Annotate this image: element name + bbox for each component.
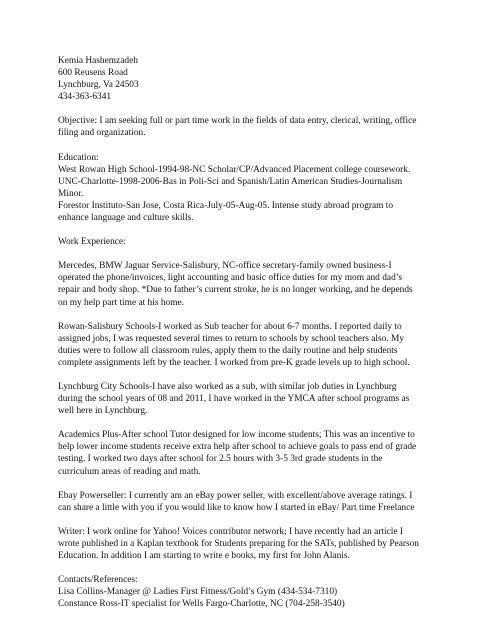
- work-entry-line: can share a little with you if you would like to know how I started in eBay/ Part time Freelance: [58, 502, 415, 513]
- work-entry-rowan-salisbury: [58, 321, 453, 369]
- work-entry-mercedes: [58, 260, 453, 308]
- work-entry-line: Lynchburg City Schools-I have also worked as a sub, with similar job duties in Lynchburg: [58, 381, 397, 392]
- references-section: [58, 574, 453, 610]
- work-entry-writer: [58, 526, 453, 562]
- work-heading-block: [58, 236, 453, 248]
- work-entry-line: duties were to follow all classroom rules, apply them to the daily routine and help students: [58, 345, 398, 356]
- work-entry-line: operated the phone/invoices, light accounting and basic office duties for my mom and dad’s: [58, 273, 403, 284]
- applicant-name: Kemia Hashemzadeh: [58, 56, 138, 66]
- reference-line: Lisa Collins-Manager @ Ladies First Fitness/Gold’s Gym (434-534-7310): [58, 587, 338, 598]
- city-state-zip: Lynchburg, Va 24503: [58, 80, 139, 91]
- work-entry-line: Ebay Powerseller: I currently am an eBay power seller, with excellent/above average ratings. I: [58, 490, 413, 501]
- work-entry-line: complete assignments left by the teacher. I worked from pre-K grade levels up to high school.: [58, 357, 410, 368]
- phone-number: 434-363-6341: [58, 92, 112, 103]
- work-entry-line: during the school years of 08 and 2011, I have worked in the YMCA after school programs as: [58, 394, 410, 405]
- work-entry-line: Writer: I work online for Yahoo! Voices contributor network; I have recently had an article I: [58, 526, 403, 537]
- work-entry-line: on my help part time at his home.: [58, 297, 185, 308]
- street-address: 600 Reusens Road: [58, 68, 128, 79]
- work-entry-line: repair and body shop. *Due to father’s current stroke, he is no longer working, and he depends: [58, 285, 413, 296]
- work-entry-line: Academics Plus-After school Tutor designed for low income students; This was an incentive to: [58, 430, 415, 441]
- objective-section: [58, 115, 453, 139]
- work-entry-line: wrote published in a Kaplan textbook for Students preparing for the SATs, published by Pearson: [58, 538, 419, 549]
- work-heading: Work Experience:: [58, 237, 126, 248]
- reference-line: Constance Ross-IT specialist for Wells Fargo-Charlotte, NC (704-258-3540): [58, 599, 345, 610]
- work-entry-line: Mercedes, BMW Jaguar Service-Salisbury, NC-office secretary-family owned business-I: [58, 261, 392, 272]
- education-section: [58, 152, 453, 225]
- references-heading: Contacts/References:: [58, 575, 138, 586]
- education-line: Forestor Instituto-San Jose, Costa Rica-July-05-Aug-05. Intense study abroad program to: [58, 200, 394, 211]
- contact-block: [58, 55, 453, 103]
- education-line: enhance language and culture skills.: [58, 213, 194, 224]
- work-entry-line: Education. In addition I am starting to write e books, my first for John Alanis.: [58, 551, 350, 561]
- work-entry-line: well here in Lynchburg.: [58, 406, 148, 417]
- work-entry-line: testing. I worked two days after school for 2.5 hours with 3-5 3rd grade students in the: [58, 454, 383, 465]
- work-entry-line: Rowan-Salisbury Schools-I worked as Sub teacher for about 6-7 months. I reported daily to: [58, 321, 402, 332]
- work-entry-line: curriculum areas of reading and math.: [58, 466, 201, 477]
- work-entry-academics-plus: [58, 429, 453, 477]
- education-heading: Education:: [58, 152, 99, 163]
- work-entry-line: assigned jobs, I was requested several times to return to schools by school teachers also. My: [58, 333, 405, 344]
- education-line: West Rowan High School-1994-98-NC Scholar/CP/Advanced Placement college coursework.: [58, 164, 411, 175]
- work-entry-lynchburg: [58, 381, 453, 417]
- work-entry-ebay: [58, 490, 453, 514]
- education-line: UNC-Charlotte-1998-2006-Bas in Poli-Sci and Spanish/Latin American Studies-Journalism: [58, 176, 403, 187]
- objective-line: filing and organization.: [58, 128, 146, 139]
- education-line: Minor.: [58, 188, 84, 199]
- objective-line: Objective: I am seeking full or part time work in the fields of data entry, clerical, writing, office: [58, 116, 417, 127]
- work-entry-line: help lower income students receive extra help after school to achieve goals to pass end of grade: [58, 442, 417, 453]
